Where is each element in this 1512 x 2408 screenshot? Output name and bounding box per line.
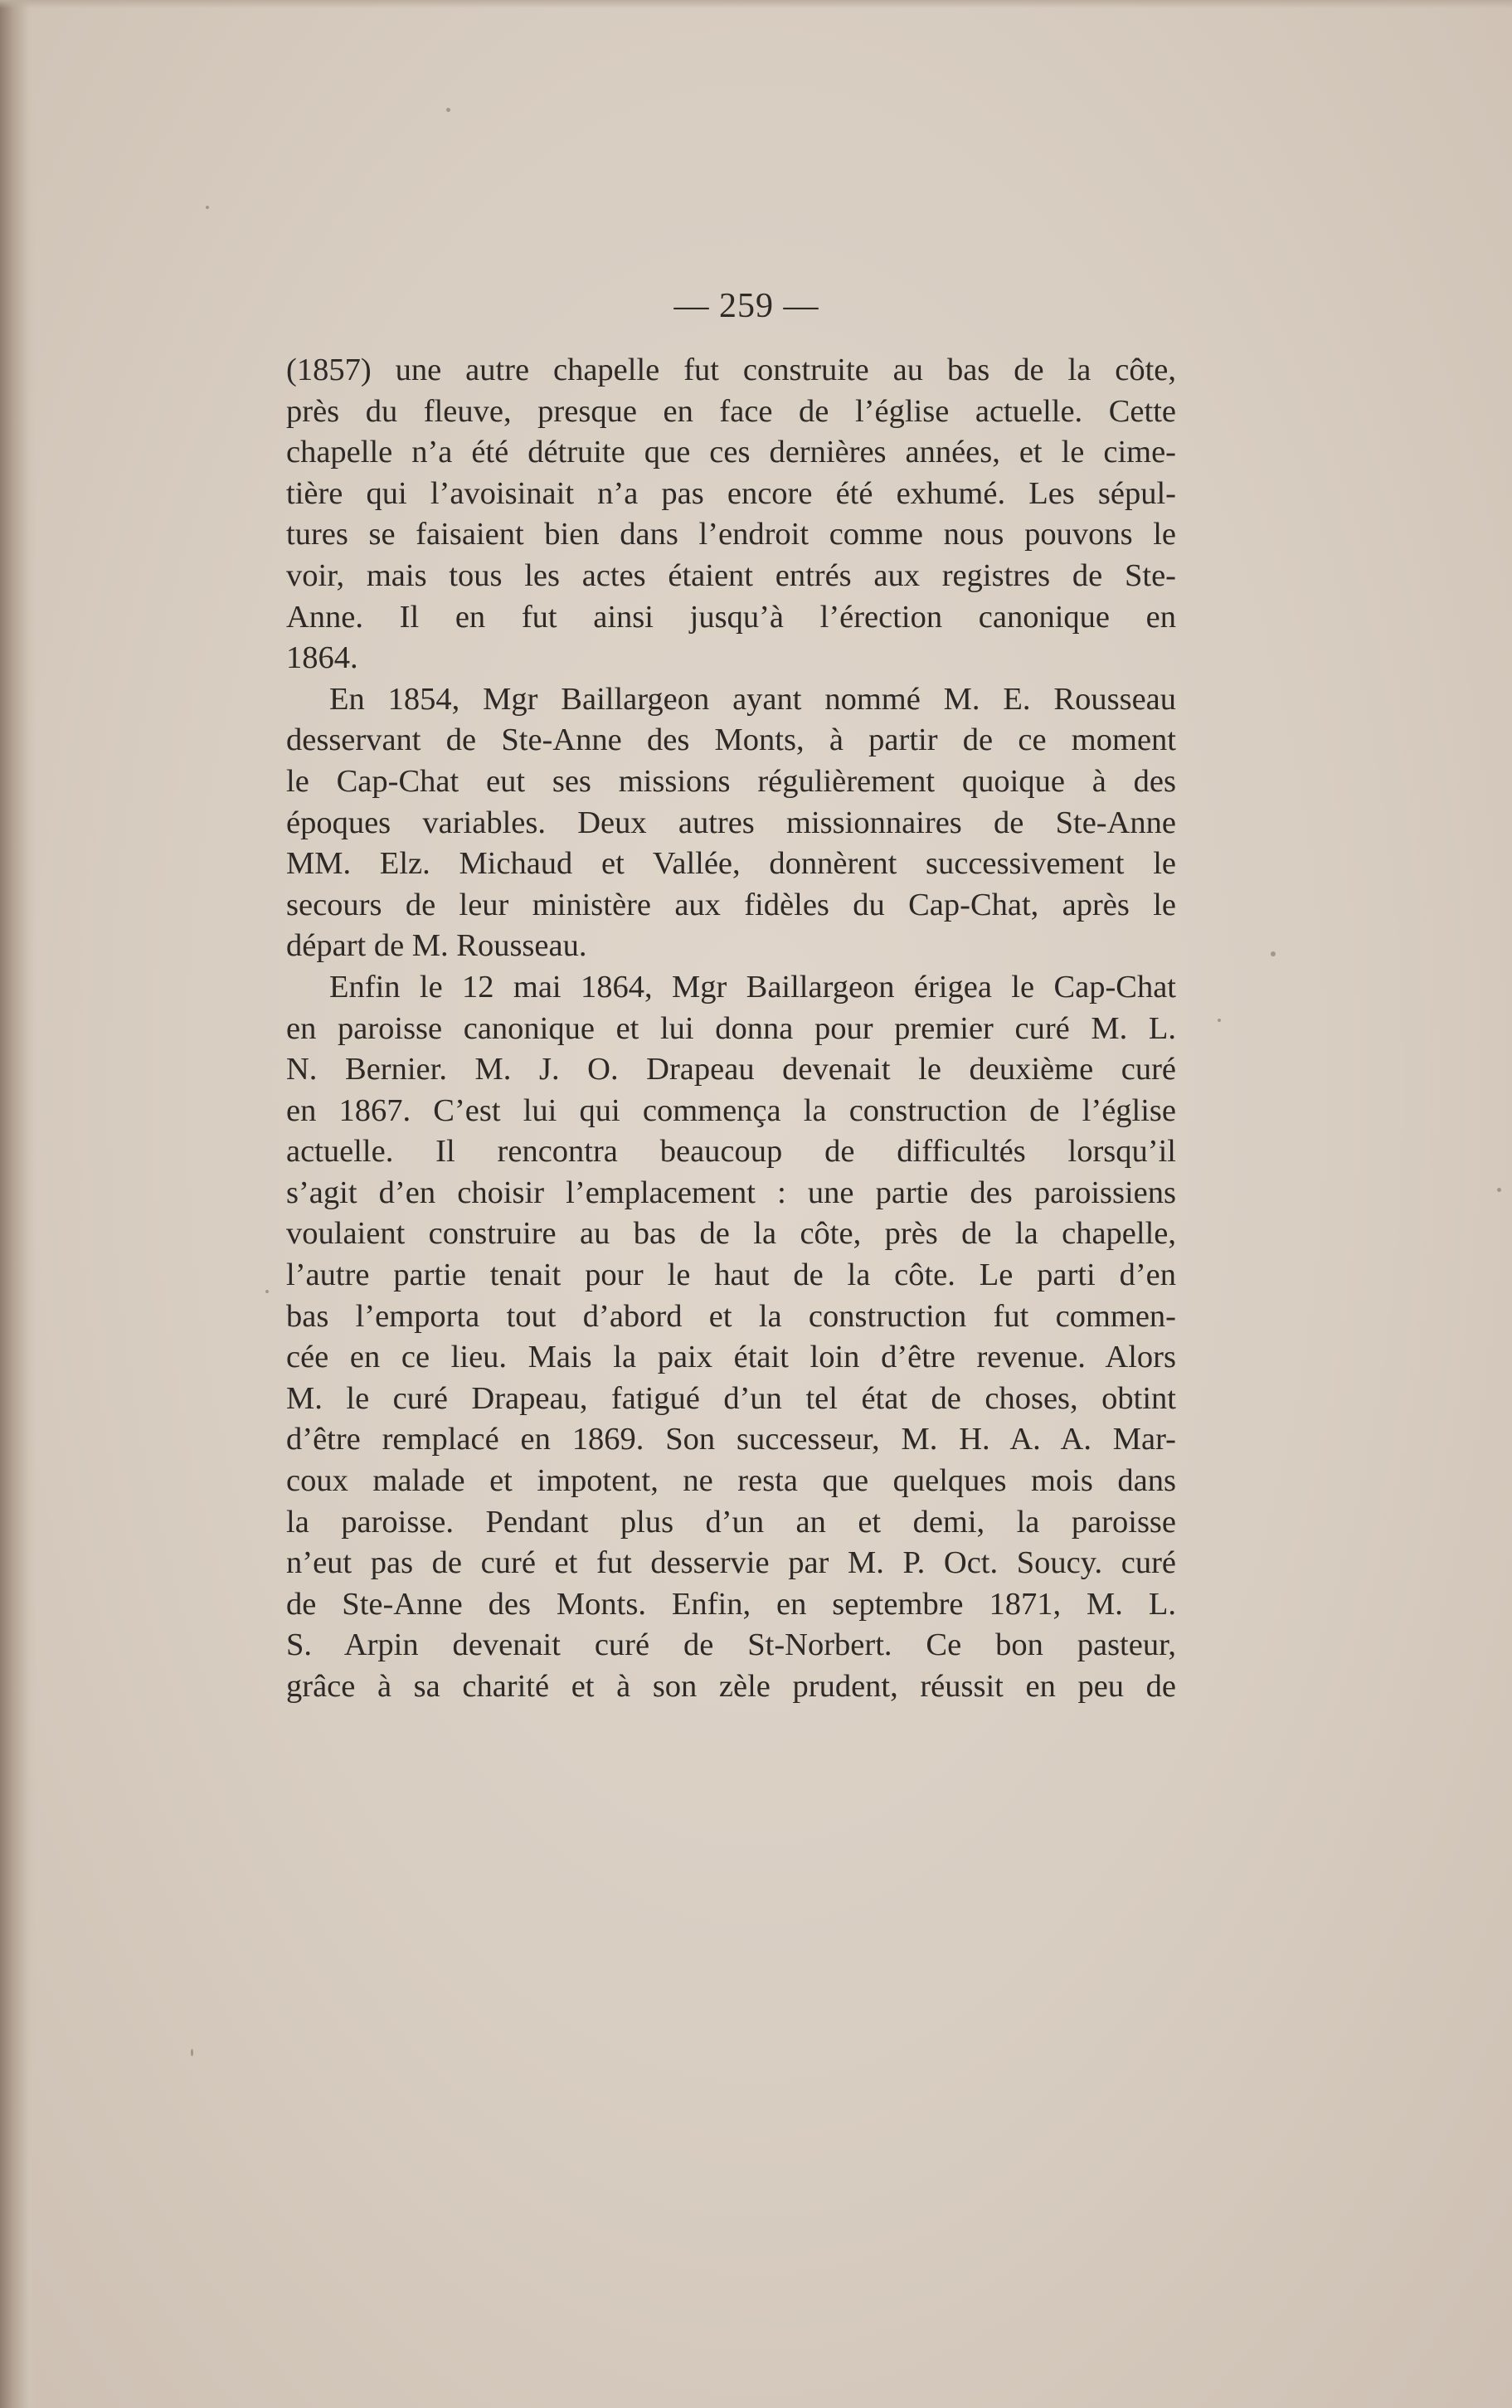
text-line: chapelle n’a été détruite que ces dernières années, et le cime- bbox=[286, 435, 1176, 470]
text-line: 1864. bbox=[286, 640, 358, 676]
page-top-edge bbox=[0, 0, 1512, 8]
paper-speck bbox=[265, 1290, 269, 1293]
paper-speck bbox=[446, 108, 450, 112]
text-line: tures se faisaient bien dans l’endroit comme nous pouvons le bbox=[286, 517, 1176, 552]
text-line: époques variables. Deux autres missionnaires de Ste-Anne bbox=[286, 805, 1176, 840]
text-line: départ de M. Rousseau. bbox=[286, 928, 587, 964]
paper-speck bbox=[1271, 951, 1276, 956]
text-line: Anne. Il en fut ainsi jusqu’à l’érection canonique en bbox=[286, 599, 1176, 635]
text-line: voulaient construire au bas de la côte, près de la chapelle, bbox=[286, 1216, 1176, 1252]
text-line: N. Bernier. M. J. O. Drapeau devenait le deuxième curé bbox=[286, 1052, 1176, 1087]
text-line: la paroisse. Pendant plus d’un an et demi, la paroisse bbox=[286, 1504, 1176, 1540]
text-line: (1857) une autre chapelle fut construite au bas de la côte, bbox=[286, 353, 1176, 387]
text-line: coux malade et impotent, ne resta que quelques mois dans bbox=[286, 1463, 1176, 1499]
text-line: Enfin le 12 mai 1864, Mgr Baillargeon érigea le Cap-Chat bbox=[329, 969, 1176, 1005]
text-line: n’eut pas de curé et fut desservie par M. P. Oct. Soucy. curé bbox=[286, 1545, 1176, 1581]
body-text bbox=[286, 350, 1176, 1708]
text-line: en 1867. C’est lui qui commença la construction de l’église bbox=[286, 1092, 1176, 1128]
text-line: l’autre partie tenait pour le haut de la côte. Le parti d’en bbox=[286, 1258, 1176, 1293]
paper-speck bbox=[206, 206, 209, 209]
text-line: M. le curé Drapeau, fatigué d’un tel état de choses, obtint bbox=[286, 1380, 1176, 1416]
text-line: d’être remplacé en 1869. Son successeur, M. H. A. A. Mar- bbox=[286, 1422, 1176, 1457]
text-line: cée en ce lieu. Mais la paix était loin d’être revenue. Alors bbox=[286, 1340, 1176, 1375]
text-line: MM. Elz. Michaud et Vallée, donnèrent successivement le bbox=[286, 846, 1176, 882]
paper-speck bbox=[1218, 1019, 1221, 1022]
text-line: secours de leur ministère aux fidèles du Cap-Chat, après le bbox=[286, 887, 1176, 922]
text-line: En 1854, Mgr Baillargeon ayant nommé M. E. Rousseau bbox=[329, 681, 1176, 717]
text-line: desservant de Ste-Anne des Monts, à partir de ce moment bbox=[286, 722, 1176, 758]
binding-shadow bbox=[0, 0, 36, 2408]
text-line: près du fleuve, presque en face de l’église actuelle. Cette bbox=[286, 393, 1176, 429]
text-line: de Ste-Anne des Monts. Enfin, en septembre 1871, M. L. bbox=[286, 1586, 1176, 1622]
paper-speck bbox=[191, 2049, 193, 2056]
text-line: le Cap-Chat eut ses missions régulièrement quoique à des bbox=[286, 763, 1176, 799]
text-line: bas l’emporta tout d’abord et la construction fut commen- bbox=[286, 1298, 1176, 1334]
text-line: actuelle. Il rencontra beaucoup de difficultés lorsqu’il bbox=[286, 1134, 1176, 1170]
text-line: S. Arpin devenait curé de St-Norbert. Ce bon pasteur, bbox=[286, 1627, 1176, 1663]
paper-speck bbox=[1497, 1188, 1501, 1192]
text-line: en paroisse canonique et lui donna pour premier curé M. L. bbox=[286, 1010, 1176, 1046]
text-line: s’agit d’en choisir l’emplacement : une partie des paroissiens bbox=[286, 1175, 1176, 1210]
text-line: tière qui l’avoisinait n’a pas encore été exhumé. Les sépul- bbox=[286, 475, 1176, 511]
text-line: voir, mais tous les actes étaient entrés aux registres de Ste- bbox=[286, 557, 1176, 593]
page-number: — 259 — bbox=[673, 287, 819, 325]
text-line: grâce à sa charité et à son zèle prudent, réussit en peu de bbox=[286, 1669, 1176, 1704]
